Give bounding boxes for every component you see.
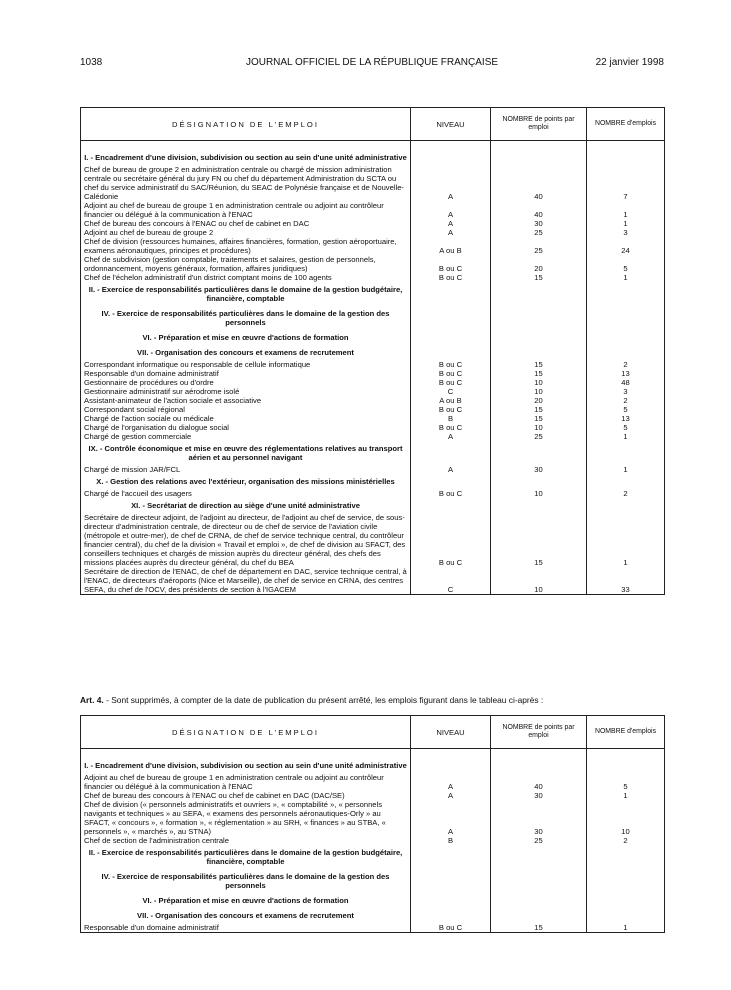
empty-cell <box>587 282 665 306</box>
journal-title: JOURNAL OFFICIEL DE LA RÉPUBLIQUE FRANÇAISE <box>245 57 499 68</box>
section-heading-row <box>81 282 665 306</box>
points-cell: 40 <box>491 773 587 791</box>
designation-cell: Chef de subdivision (gestion comptable, traitements et salaires, gestion de personnels, ordonnancement, moyens généraux, formation, affaires juridiques) <box>81 255 411 273</box>
section-heading: I. - Encadrement d'une division, subdivision ou section au sein d'une unité administrative <box>81 150 411 165</box>
designation-cell: Adjoint au chef de bureau de groupe 1 en administration centrale ou adjoint au contrôleur financier ou délégué à la communication à l'ENAC <box>81 201 411 219</box>
article-label: Art. 4. <box>80 695 104 705</box>
points-cell: 40 <box>491 165 587 201</box>
emplois-cell: 7 <box>587 165 665 201</box>
designation-cell: Chargé de gestion commerciale <box>81 432 411 441</box>
empty-cell <box>587 150 665 165</box>
empty-cell <box>587 758 665 773</box>
emplois-cell: 1 <box>587 201 665 219</box>
niveau-cell: B ou C <box>411 489 491 498</box>
points-cell: 10 <box>491 378 587 387</box>
designation-cell: Assistant-animateur de l'action sociale et associative <box>81 396 411 405</box>
designation-cell: Chargé de l'action sociale ou médicale <box>81 414 411 423</box>
designation-cell: Chef de bureau de groupe 2 en administration centrale ou chargé de mission administration centrale ou secrétaire général du jury FN ou chef du département Administration du SCTA ou chef du service administratif du SAC/Réunion, du SEAC de Polynésie française et de Nouvelle-Calédonie <box>81 165 411 201</box>
employment-table-2 <box>80 715 665 933</box>
table-row <box>81 387 665 396</box>
section-heading-row <box>81 150 665 165</box>
empty-cell <box>411 498 491 513</box>
points-cell: 15 <box>491 360 587 369</box>
table-row <box>81 773 665 791</box>
emplois-cell: 2 <box>587 360 665 369</box>
section-heading: IV. - Exercice de responsabilités particulières dans le domaine de la gestion des personnels <box>81 869 411 893</box>
empty-cell <box>491 845 587 869</box>
col-designation: DÉSIGNATION DE L'EMPLOI <box>81 108 411 141</box>
niveau-cell: C <box>411 387 491 396</box>
niveau-cell: A ou B <box>411 237 491 255</box>
empty-cell <box>411 893 491 908</box>
section-heading: VI. - Préparation et mise en œuvre d'actions de formation <box>81 330 411 345</box>
empty-cell <box>587 474 665 489</box>
empty-cell <box>491 474 587 489</box>
empty-cell <box>587 330 665 345</box>
points-cell: 30 <box>491 791 587 800</box>
points-cell: 15 <box>491 513 587 567</box>
empty-cell <box>411 474 491 489</box>
section-heading-row <box>81 908 665 923</box>
table-row <box>81 273 665 282</box>
designation-cell: Chef de bureau des concours à l'ENAC ou chef de cabinet en DAC (DAC/SE) <box>81 791 411 800</box>
section-heading-row <box>81 893 665 908</box>
empty-cell <box>411 441 491 465</box>
designation-cell: Chargé de l'organisation du dialogue social <box>81 423 411 432</box>
points-cell: 15 <box>491 923 587 933</box>
points-cell: 25 <box>491 237 587 255</box>
designation-cell: Chef de bureau des concours à l'ENAC ou chef de cabinet en DAC <box>81 219 411 228</box>
emplois-cell: 2 <box>587 836 665 845</box>
employment-table-1 <box>80 107 665 595</box>
col-niveau: NIVEAU <box>411 108 491 141</box>
emplois-cell: 1 <box>587 219 665 228</box>
page-number: 1038 <box>80 57 103 68</box>
designation-cell: Chef de division (« personnels administratifs et ouvriers », « comptabilité », « personnels navigants et techniques » au SEFA, « examens des personnels aéronautiques-Orly » au SFACT, « concours », « formation », « réglementation » au SRH, « finances » au STBA, « personnels », « marchés », au STNA) <box>81 800 411 836</box>
table-row <box>81 791 665 800</box>
niveau-cell: A ou B <box>411 396 491 405</box>
emplois-cell: 5 <box>587 405 665 414</box>
niveau-cell: B ou C <box>411 923 491 933</box>
designation-cell: Gestionnaire de procédures ou d'ordre <box>81 378 411 387</box>
section-heading: II. - Exercice de responsabilités particulières dans le domaine de la gestion budgétaire, financière, comptable <box>81 282 411 306</box>
empty-cell <box>587 306 665 330</box>
table-row <box>81 414 665 423</box>
col-niveau: NIVEAU <box>411 716 491 749</box>
section-heading-row <box>81 345 665 360</box>
points-cell: 15 <box>491 273 587 282</box>
designation-cell: Secrétaire de direction de l'ENAC, de chef de département en DAC, service technique central, à l'ENAC, de directeurs d'aéroports (Nice et Marseille), de chef de service en CRNA, des centres SEFA, du chef de l'OCV, des présidents de section à l'IGACEM <box>81 567 411 595</box>
points-cell: 40 <box>491 201 587 219</box>
empty-cell <box>587 908 665 923</box>
section-heading: VI. - Préparation et mise en œuvre d'actions de formation <box>81 893 411 908</box>
emplois-cell: 1 <box>587 465 665 474</box>
section-heading: IV. - Exercice de responsabilités particulières dans le domaine de la gestion des personnels <box>81 306 411 330</box>
section-heading-row <box>81 498 665 513</box>
designation-cell: Responsable d'un domaine administratif <box>81 923 411 933</box>
emplois-cell: 5 <box>587 255 665 273</box>
table-row <box>81 396 665 405</box>
table-row <box>81 165 665 201</box>
table-row <box>81 465 665 474</box>
niveau-cell: B ou C <box>411 255 491 273</box>
issue-date: 22 janvier 1998 <box>595 57 664 68</box>
empty-cell <box>587 869 665 893</box>
designation-cell: Adjoint au chef de bureau de groupe 2 <box>81 228 411 237</box>
niveau-cell: A <box>411 800 491 836</box>
points-cell: 10 <box>491 387 587 396</box>
niveau-cell: B ou C <box>411 369 491 378</box>
article-4 <box>80 695 680 705</box>
niveau-cell: A <box>411 432 491 441</box>
table-row <box>81 360 665 369</box>
points-cell: 10 <box>491 489 587 498</box>
points-cell: 30 <box>491 800 587 836</box>
emplois-cell: 2 <box>587 396 665 405</box>
section-heading: IX. - Contrôle économique et mise en œuvre des réglementations relatives au transport aérien et au personnel navigant <box>81 441 411 465</box>
points-cell: 15 <box>491 405 587 414</box>
empty-cell <box>587 345 665 360</box>
empty-cell <box>491 908 587 923</box>
table-row <box>81 800 665 836</box>
niveau-cell: B <box>411 836 491 845</box>
section-heading-row <box>81 441 665 465</box>
empty-cell <box>411 908 491 923</box>
designation-cell: Chef de l'échelon administratif d'un district comptant moins de 100 agents <box>81 273 411 282</box>
empty-cell <box>491 441 587 465</box>
section-heading: VII. - Organisation des concours et examens de recrutement <box>81 345 411 360</box>
table-row <box>81 489 665 498</box>
empty-cell <box>491 893 587 908</box>
empty-cell <box>411 150 491 165</box>
col-emplois: NOMBRE d'emplois <box>587 108 665 141</box>
points-cell: 15 <box>491 414 587 423</box>
table-row <box>81 378 665 387</box>
points-cell: 30 <box>491 219 587 228</box>
emplois-cell: 3 <box>587 387 665 396</box>
table-row <box>81 255 665 273</box>
emplois-cell: 1 <box>587 513 665 567</box>
niveau-cell: B ou C <box>411 423 491 432</box>
col-points: NOMBRE de points par emploi <box>491 108 587 141</box>
page-header <box>80 57 664 71</box>
emplois-cell: 10 <box>587 800 665 836</box>
empty-cell <box>491 758 587 773</box>
niveau-cell: B ou C <box>411 405 491 414</box>
niveau-cell: A <box>411 773 491 791</box>
section-heading-row <box>81 306 665 330</box>
empty-cell <box>491 345 587 360</box>
niveau-cell: C <box>411 567 491 595</box>
designation-cell: Chargé de mission JAR/FCL <box>81 465 411 474</box>
niveau-cell: B ou C <box>411 378 491 387</box>
emplois-cell: 1 <box>587 791 665 800</box>
section-heading: I. - Encadrement d'une division, subdivision ou section au sein d'une unité administrative <box>81 758 411 773</box>
designation-cell: Chargé de l'accueil des usagers <box>81 489 411 498</box>
section-heading-row <box>81 758 665 773</box>
niveau-cell: A <box>411 219 491 228</box>
table-row <box>81 201 665 219</box>
designation-cell: Correspondant informatique ou responsable de cellule informatique <box>81 360 411 369</box>
niveau-cell: A <box>411 201 491 219</box>
emplois-cell: 5 <box>587 423 665 432</box>
section-heading-row <box>81 869 665 893</box>
empty-cell <box>411 345 491 360</box>
table-row <box>81 219 665 228</box>
empty-cell <box>587 441 665 465</box>
empty-cell <box>411 869 491 893</box>
empty-cell <box>491 150 587 165</box>
points-cell: 10 <box>491 567 587 595</box>
points-cell: 20 <box>491 255 587 273</box>
empty-cell <box>491 330 587 345</box>
empty-cell <box>587 845 665 869</box>
empty-cell <box>491 282 587 306</box>
empty-cell <box>491 869 587 893</box>
emplois-cell: 3 <box>587 228 665 237</box>
designation-cell: Adjoint au chef de bureau de groupe 1 en administration centrale ou adjoint au contrôleur financier ou délégué à la communication à l'ENAC <box>81 773 411 791</box>
designation-cell: Responsable d'un domaine administratif <box>81 369 411 378</box>
niveau-cell: A <box>411 791 491 800</box>
table-row <box>81 567 665 595</box>
emplois-cell: 1 <box>587 432 665 441</box>
niveau-cell: B ou C <box>411 513 491 567</box>
emplois-cell: 24 <box>587 237 665 255</box>
section-heading-row <box>81 330 665 345</box>
emplois-cell: 2 <box>587 489 665 498</box>
points-cell: 25 <box>491 228 587 237</box>
section-heading: XI. - Secrétariat de direction au siège d'une unité administrative <box>81 498 411 513</box>
designation-cell: Correspondant social régional <box>81 405 411 414</box>
col-designation: DÉSIGNATION DE L'EMPLOI <box>81 716 411 749</box>
niveau-cell: A <box>411 165 491 201</box>
emplois-cell: 1 <box>587 273 665 282</box>
empty-cell <box>411 758 491 773</box>
empty-cell <box>411 845 491 869</box>
table-row <box>81 228 665 237</box>
points-cell: 25 <box>491 432 587 441</box>
col-points: NOMBRE de points par emploi <box>491 716 587 749</box>
designation-cell: Gestionnaire administratif sur aérodrome isolé <box>81 387 411 396</box>
empty-cell <box>491 498 587 513</box>
niveau-cell: A <box>411 228 491 237</box>
empty-cell <box>587 893 665 908</box>
emplois-cell: 48 <box>587 378 665 387</box>
section-heading: X. - Gestion des relations avec l'extérieur, organisation des missions ministérielles <box>81 474 411 489</box>
table-row <box>81 237 665 255</box>
section-heading-row <box>81 474 665 489</box>
empty-cell <box>411 330 491 345</box>
points-cell: 30 <box>491 465 587 474</box>
article-text: - Sont supprimés, à compter de la date de publication du présent arrêté, les emplois figurant dans le tableau ci-après : <box>106 695 544 705</box>
points-cell: 15 <box>491 369 587 378</box>
table-row <box>81 923 665 933</box>
emplois-cell: 33 <box>587 567 665 595</box>
table-row <box>81 836 665 845</box>
emplois-cell: 5 <box>587 773 665 791</box>
section-heading: II. - Exercice de responsabilités particulières dans le domaine de la gestion budgétaire, financière, comptable <box>81 845 411 869</box>
empty-cell <box>491 306 587 330</box>
emplois-cell: 13 <box>587 414 665 423</box>
empty-cell <box>587 498 665 513</box>
empty-cell <box>411 282 491 306</box>
niveau-cell: B <box>411 414 491 423</box>
points-cell: 10 <box>491 423 587 432</box>
emplois-cell: 13 <box>587 369 665 378</box>
designation-cell: Chef de division (ressources humaines, affaires financières, formation, gestion aéroportuaire, examens aéronautiques, principes et procédures) <box>81 237 411 255</box>
niveau-cell: B ou C <box>411 273 491 282</box>
niveau-cell: B ou C <box>411 360 491 369</box>
designation-cell: Chef de section de l'administration centrale <box>81 836 411 845</box>
points-cell: 20 <box>491 396 587 405</box>
col-emplois: NOMBRE d'emplois <box>587 716 665 749</box>
niveau-cell: A <box>411 465 491 474</box>
section-heading: VII. - Organisation des concours et examens de recrutement <box>81 908 411 923</box>
emplois-cell: 1 <box>587 923 665 933</box>
table-row <box>81 513 665 567</box>
table-row <box>81 432 665 441</box>
section-heading-row <box>81 845 665 869</box>
points-cell: 25 <box>491 836 587 845</box>
designation-cell: Secrétaire de directeur adjoint, de l'adjoint au directeur, de l'adjoint au chef de service, de sous-directeur d'administration centrale, de directeur ou de chef de service de l'aviation civile (métropole et outre-mer), de chef de CRNA, de chef de service technique central, du contrôleur financier central), du chef de la division « Travail et emploi », de chef de division au SFACT, des conseillers techniques et chargés de mission auprès du directeur général, des chefs des missions placées auprès du directeur général, du chef du BEA <box>81 513 411 567</box>
table-row <box>81 423 665 432</box>
table-row <box>81 369 665 378</box>
table-row <box>81 405 665 414</box>
empty-cell <box>411 306 491 330</box>
